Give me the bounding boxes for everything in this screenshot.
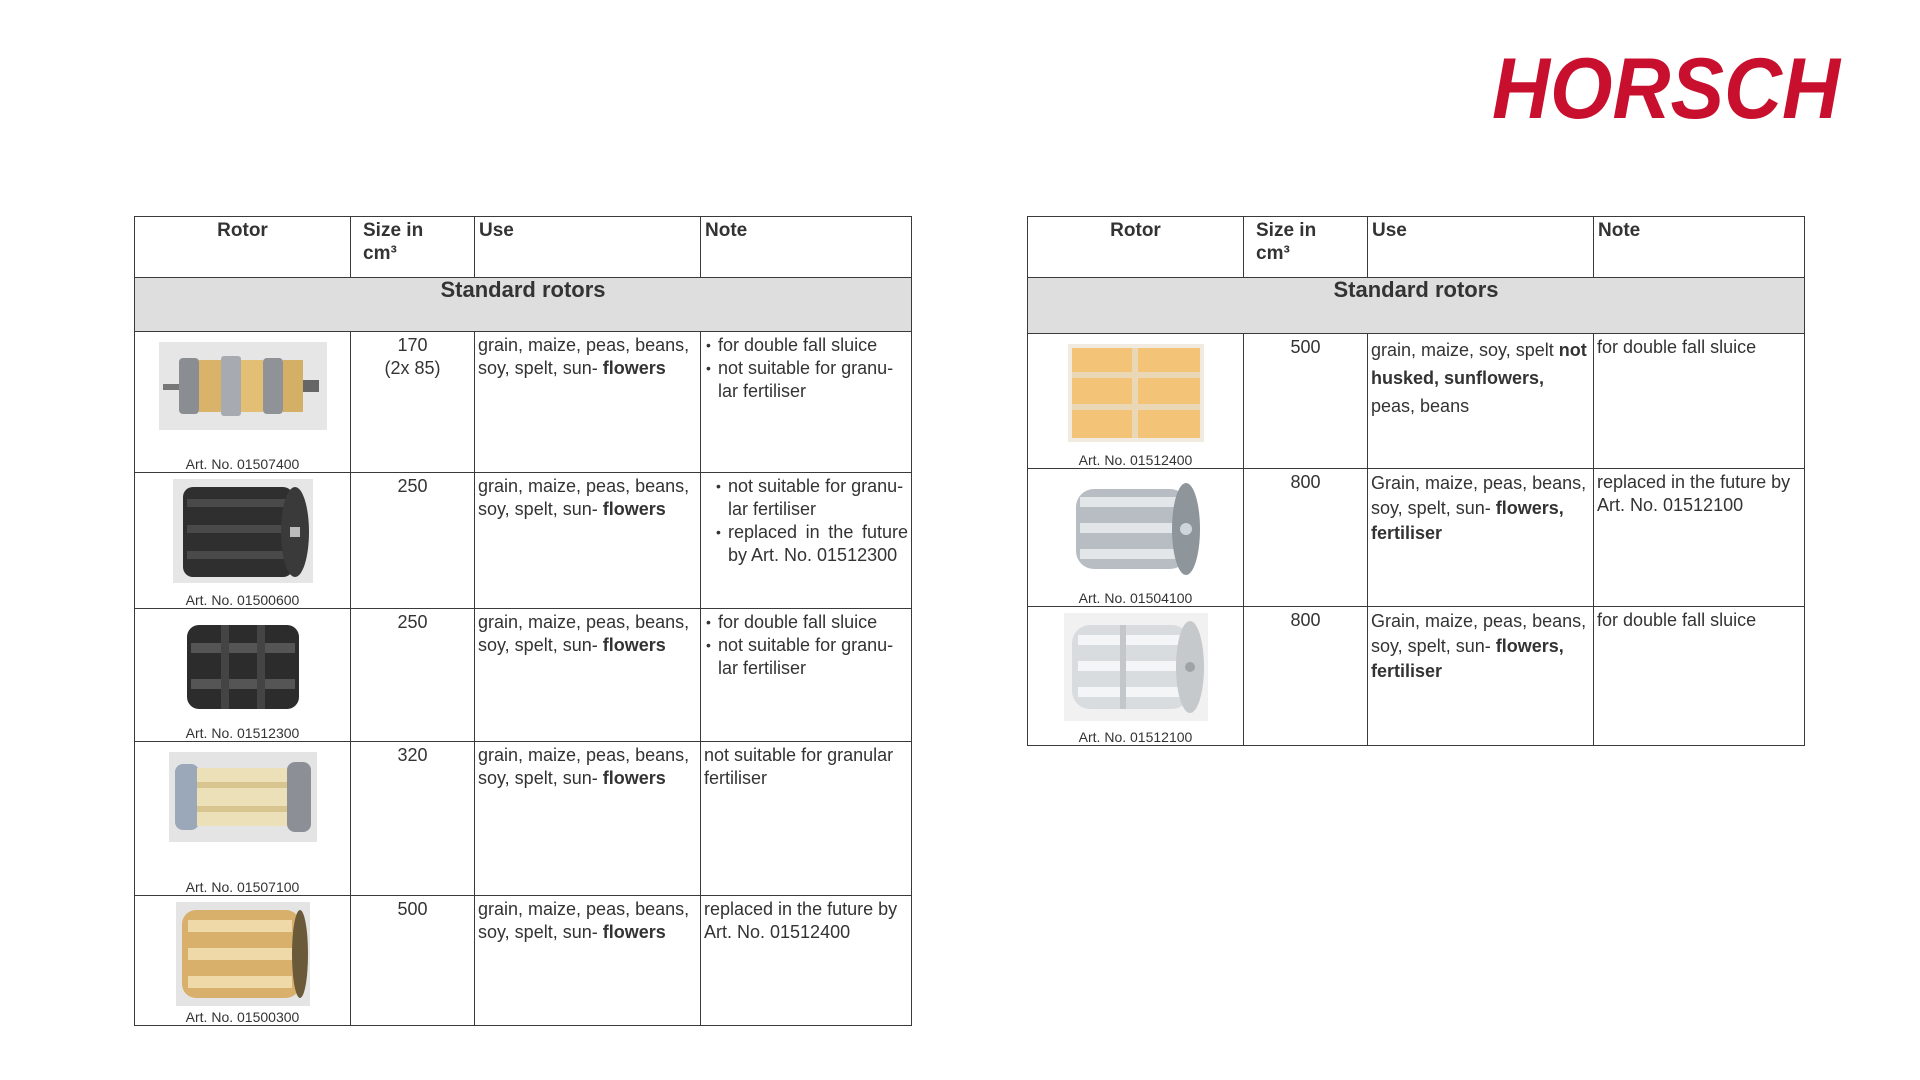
note-item: • replaced in the future by Art. No. 01512300 [714, 521, 908, 567]
size-cell [1244, 334, 1368, 469]
rotor-image [169, 752, 317, 842]
size-value: 800 [1290, 472, 1321, 492]
note-cell [701, 896, 912, 1026]
rotor-cell [1028, 334, 1244, 469]
art-no: Art. No. 01512300 [185, 725, 300, 741]
table-row [135, 896, 912, 1026]
rotor-image [176, 902, 310, 1006]
art-no: Art. No. 01507400 [185, 456, 300, 472]
size-value: 170 [397, 335, 428, 355]
note-cell [1594, 607, 1805, 746]
note-cell [1594, 469, 1805, 607]
size-sub: (2x 85) [384, 358, 441, 378]
rotor-image [1066, 475, 1206, 583]
note-text: not suitable for granular fertiliser [704, 745, 894, 788]
table-row [135, 332, 912, 473]
note-item: • not suitable for granu- lar fertiliser [704, 634, 908, 680]
table-row [1028, 607, 1805, 746]
header-note: Note [701, 217, 912, 278]
table-row [135, 473, 912, 609]
note-item: • for double fall sluice [704, 334, 908, 357]
note-cell [701, 332, 912, 473]
rotor-cell [135, 742, 351, 896]
left-rotor-table [134, 216, 912, 1026]
header-size: Size in cm³ [1244, 217, 1368, 278]
size-value: 500 [1290, 337, 1321, 357]
use-cell: grain, maize, peas, beans, soy, spelt, sun- flowers [475, 609, 701, 742]
header-use: Use [475, 217, 701, 278]
art-no: Art. No. 01500600 [185, 592, 300, 608]
section-title: Standard rotors [1028, 278, 1805, 334]
rotor-image [1064, 613, 1208, 721]
rotor-cell [1028, 469, 1244, 607]
header-rotor: Rotor [1028, 217, 1244, 278]
rotor-cell [135, 609, 351, 742]
use-cell: grain, maize, peas, beans, soy, spelt, sun- flowers [475, 896, 701, 1026]
rotor-image [181, 621, 305, 713]
note-cell [1594, 334, 1805, 469]
rotor-cell [135, 896, 351, 1026]
note-text: for double fall sluice [1597, 610, 1757, 630]
note-cell [701, 609, 912, 742]
rotor-cell [135, 473, 351, 609]
size-value: 250 [397, 612, 428, 632]
rotor-cell [135, 332, 351, 473]
size-cell [1244, 607, 1368, 746]
size-value: 500 [397, 899, 428, 919]
header-row [1028, 217, 1805, 278]
header-use: Use [1368, 217, 1594, 278]
table-row [135, 742, 912, 896]
art-no: Art. No. 01500300 [185, 1009, 300, 1025]
note-cell [701, 473, 912, 609]
note-item: • for double fall sluice [704, 611, 908, 634]
use-cell: grain, maize, peas, beans, soy, spelt, sun- flowers [475, 332, 701, 473]
size-cell [351, 332, 475, 473]
art-no: Art. No. 01512100 [1078, 729, 1193, 745]
art-no: Art. No. 01512400 [1078, 452, 1193, 468]
size-cell [351, 609, 475, 742]
rotor-image [1068, 344, 1204, 442]
note-text: for double fall sluice [1597, 337, 1757, 357]
section-row [1028, 278, 1805, 334]
size-cell [351, 896, 475, 1026]
note-item: • not suitable for granu- lar fertiliser [704, 357, 908, 403]
size-cell [351, 473, 475, 609]
size-value: 320 [397, 745, 428, 765]
note-cell [701, 742, 912, 896]
size-cell [351, 742, 475, 896]
header-row [135, 217, 912, 278]
rotor-image [159, 342, 327, 430]
size-value: 800 [1290, 610, 1321, 630]
note-text: replaced in the future by Art. No. 01512100 [1597, 472, 1791, 515]
use-cell: Grain, maize, peas, beans, soy, spelt, sun- flowers, fertiliser [1368, 469, 1594, 607]
table-row [1028, 469, 1805, 607]
logo-text: HORSCH [1492, 48, 1842, 128]
note-item: • not suitable for granu- lar fertiliser [714, 475, 908, 521]
header-rotor: Rotor [135, 217, 351, 278]
art-no: Art. No. 01504100 [1078, 590, 1193, 606]
use-cell: grain, maize, soy, spelt not husked, sunflowers, peas, beans [1368, 334, 1594, 469]
section-row [135, 278, 912, 332]
section-title: Standard rotors [135, 278, 912, 332]
horsch-logo-mark [1488, 48, 1846, 128]
rotor-image [173, 479, 313, 583]
use-cell: grain, maize, peas, beans, soy, spelt, sun- flowers [475, 742, 701, 896]
header-size: Size in cm³ [351, 217, 475, 278]
size-cell [1244, 469, 1368, 607]
table-row [1028, 334, 1805, 469]
right-rotor-table [1027, 216, 1805, 746]
table-row [135, 609, 912, 742]
art-no: Art. No. 01507100 [185, 879, 300, 895]
use-cell: grain, maize, peas, beans, soy, spelt, sun- flowers [475, 473, 701, 609]
note-text: replaced in the future by Art. No. 01512400 [704, 899, 898, 942]
horsch-logo [1488, 48, 1846, 128]
size-value: 250 [397, 476, 428, 496]
header-note: Note [1594, 217, 1805, 278]
use-cell: Grain, maize, peas, beans, soy, spelt, sun- flowers, fertiliser [1368, 607, 1594, 746]
rotor-cell [1028, 607, 1244, 746]
